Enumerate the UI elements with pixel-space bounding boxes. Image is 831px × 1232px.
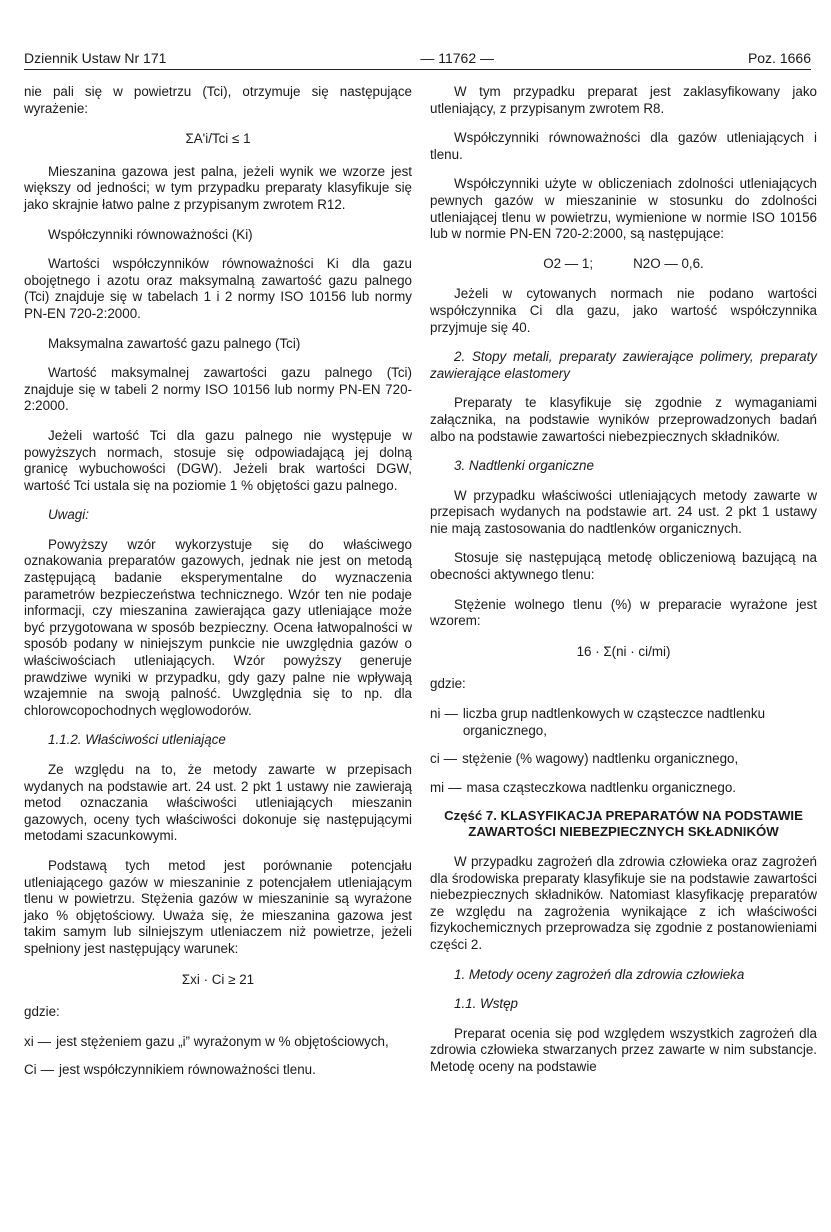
- section-heading: 1.1.2. Właściwości utleniające: [48, 732, 226, 748]
- definition-symbol: ci: [430, 751, 440, 767]
- subheading: Maksymalna zawartość gazu palnego (Tci): [48, 335, 301, 351]
- definition-symbol: Ci: [24, 1062, 37, 1078]
- definition-symbol: xi: [24, 1033, 34, 1049]
- paragraph: W tym przypadku preparat jest zaklasyfikowany jako utleniający, z przypisanym zwrotem R8.: [430, 84, 817, 116]
- paragraph: Preparaty te klasyfikuje się zgodnie z wymaganiami załącznika, na podstawie wyników przeprowadzonych badań albo na podstawie zawartości niebezpiecznych składników.: [430, 395, 817, 444]
- subheading: Współczynniki równoważności (Ki): [48, 226, 253, 242]
- formula-row: [430, 256, 817, 273]
- formula: Σxi · Ci ≥ 21: [181, 971, 255, 987]
- formula: O2 — 1;: [543, 255, 594, 271]
- definition-text: liczba grup nadtlenkowych w cząsteczce nadtlenku organicznego,: [462, 706, 766, 738]
- remarks-heading: Uwagi:: [48, 507, 89, 523]
- definition-item: xi — jest stężeniem gazu „i” wyrażonym w % objętościowych,: [24, 1034, 412, 1051]
- paragraph: nie pali się w powietrzu (Tci), otrzymuje się następujące wyrażenie:: [24, 84, 412, 116]
- paragraph: Wartości współczynników równoważności Ki dla gazu obojętnego i azotu oraz maksymalną zawartość gazu palnego (Tci) znajduje się w tabelach 1 i 2 normy ISO 10156 lub normy PN-EN 720-2:2000.: [24, 256, 412, 321]
- definition-item: mi — masa cząsteczkowa nadtlenku organicznego.: [430, 780, 817, 797]
- definition-item: Ci — jest współczynnikiem równoważności tlenu.: [24, 1062, 412, 1079]
- journal-name: Dziennik Ustaw Nr 171: [24, 50, 167, 66]
- paragraph: Stosuje się następującą metodę obliczeniową bazującą na obecności aktywnego tlenu:: [430, 550, 817, 583]
- section-heading: 1.1. Wstęp: [454, 996, 519, 1012]
- section-heading: 3. Nadtlenki organiczne: [454, 458, 594, 474]
- paragraph: Ze względu na to, że metody zawarte w przepisach wydanych na podstawie art. 24 ust. 2 pkt 1 ustawy nie zawierają metod oznaczania właściwości utleniających mieszanin gazowych, oceny tych właściwości dokonuje się następującymi metodami szacunkowymi.: [24, 762, 412, 844]
- section-heading: 2. Stopy metali, preparaty zawierające polimery, preparaty zawierające elastomery: [430, 349, 817, 381]
- definition-list: [24, 1034, 412, 1079]
- paragraph: Podstawą tych metod jest porównanie potencjału utleniającego gazów w mieszaninie z potencjałem utleniającym tlenu w powietrzu. Stężenia gazów w mieszaninie są wyrażone jako % objętościowy. Uważa się, że mieszanina gazowa jest takim samym lub silniejszym utleniaczem niż powietrze, jeżeli spełniony jest następujący warunek:: [24, 857, 412, 956]
- paragraph: W przypadku zagrożeń dla zdrowia człowieka oraz zagrożeń dla środowiska preparaty klasyfikuje sie na podstawie zawartości niebezpiecznych składników. Natomiast klasyfikację preparatów ze względu na zagrożenia wynikające z ich właściwości fizykochemicznych przeprowadza się zgodnie z postanowieniami części 2.: [430, 854, 817, 952]
- definition-item: ni — liczba grup nadtlenkowych w cząsteczce nadtlenku organicznego,: [430, 706, 817, 739]
- formula: N2O — 0,6.: [633, 255, 704, 271]
- paragraph: W przypadku właściwości utleniających metody zawarte w przepisach wydanych na podstawie art. 24 ust. 2 pkt 1 ustawy nie mają zastosowania do nadtlenków organicznych.: [430, 487, 817, 536]
- page-number: — 11762 —: [420, 50, 494, 66]
- paragraph: Jeżeli wartość Tci dla gazu palnego nie występuje w powyższych normach, stosuje się odpowiadającą jej dolną granicę wybuchowości (DGW). Jeżeli brak wartości DGW, wartość Tci ustala się na poziomie 1 % objętości gazu palnego.: [24, 427, 412, 493]
- definition-text: masa cząsteczkowa nadtlenku organicznego.: [466, 779, 736, 795]
- paragraph: Preparat ocenia się pod względem wszystkich zagrożeń dla zdrowia człowieka stwarzanych przez zawarte w nim substancje. Metodę oceny na podstawie: [430, 1025, 817, 1074]
- formula: 16 · Σ(ni · ci/mi): [576, 643, 671, 659]
- paragraph: Mieszanina gazowa jest palna, jeżeli wynik we wzorze jest większy od jedności; w tym przypadku preparaty klasyfikuje się jako skrajnie łatwo palne z przypisanym zwrotem R12.: [24, 163, 412, 212]
- part-title: Część 7. KLASYFIKACJA PREPARATÓW NA PODSTAWIE ZAWARTOŚCI NIEBEZPIECZNYCH SKŁADNIKÓW: [444, 808, 803, 840]
- section-heading: 1. Metody oceny zagrożeń dla zdrowia człowieka: [454, 966, 745, 982]
- paragraph: Stężenie wolnego tlenu (%) w preparacie wyrażone jest wzorem:: [430, 596, 817, 629]
- right-column: [430, 84, 817, 1089]
- where-label: gdzie:: [430, 676, 466, 692]
- definition-item: ci — stężenie (% wagowy) nadtlenku organicznego,: [430, 751, 817, 768]
- definition-list: [430, 706, 817, 796]
- definition-text: jest współczynnikiem równoważności tlenu.: [59, 1062, 316, 1078]
- definition-text: stężenie (% wagowy) nadtlenku organicznego,: [462, 751, 739, 767]
- left-column: [24, 84, 412, 1091]
- where-label: gdzie:: [24, 1004, 60, 1020]
- position-number: Poz. 1666: [747, 50, 811, 66]
- definition-symbol: ni: [430, 706, 441, 722]
- formula: ΣA'i/Tci ≤ 1: [185, 131, 251, 147]
- paragraph: Jeżeli w cytowanych normach nie podano wartości współczynnika Ci dla gazu, jako wartość współczynnika przyjmuje się 40.: [430, 286, 817, 335]
- definition-symbol: mi: [430, 779, 445, 795]
- definition-text: jest stężeniem gazu „i” wyrażonym w % objętościowych,: [56, 1033, 389, 1049]
- page-header: [24, 44, 811, 70]
- paragraph: Powyższy wzór wykorzystuje się do właściwego oznakowania preparatów gazowych, jednak nie jest on metodą zastępującą badanie eksperymentalne do wyznaczenia parametrów bezpieczeństwa technicznego. Wzór ten nie podaje informacji, czy mieszanina zawierająca gazy utleniające może być przygotowana w sposób bezpieczny. Ocena łatwopalności w sposób podany w niniejszym punkcie nie uwzględnia gazów o właściwościach utleniających. Wzór powyższy generuje prawdziwe wyniki w przypadku, gdy gazy palne nie wpływają wzajemnie na swoją palność. Uwzględnia się to np. dla chlorowcopochodnych węglowodorów.: [24, 536, 412, 718]
- paragraph: Współczynniki użyte w obliczeniach zdolności utleniających pewnych gazów w mieszaninie w stosunku do zdolności utleniającej tlenu w powietrzu, wymienione w normie ISO 10156 lub w normie PN-EN 720-2:2000, są następujące:: [430, 176, 817, 242]
- paragraph: Wartość maksymalnej zawartości gazu palnego (Tci) znajduje się w tabeli 2 normy ISO 10156 lub normy PN-EN 720-2:2000.: [24, 365, 412, 414]
- paragraph: Współczynniki równoważności dla gazów utleniających i tlenu.: [430, 130, 817, 162]
